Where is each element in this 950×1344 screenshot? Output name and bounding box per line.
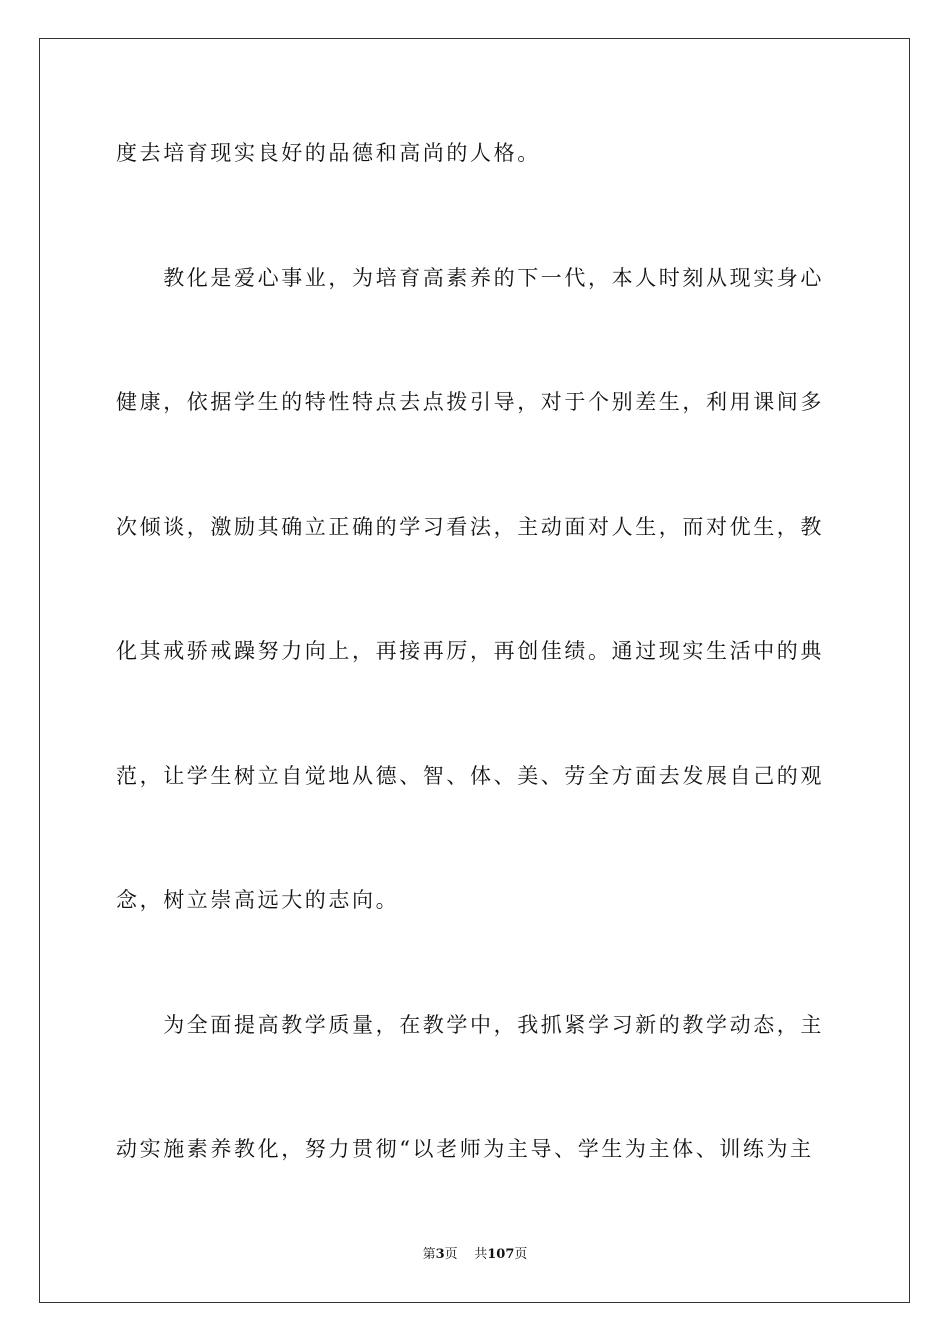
page-footer: [0, 1246, 950, 1264]
total-suffix: 页: [514, 1247, 528, 1262]
paragraph-line: 动实施素养教化，努力贯彻“以老师为主导、学生为主体、训练为主: [116, 1137, 814, 1161]
total-pages: 107: [487, 1247, 515, 1262]
total-prefix: 共: [474, 1247, 488, 1262]
page-number: 3: [435, 1247, 445, 1262]
paragraph-line: 为全面提高教学质量，在教学中，我抓紧学习新的教学动态，主: [116, 1013, 824, 1037]
paragraph-line: 度去培育现实良好的品德和高尚的人格。: [116, 141, 541, 165]
paragraph-line: 念，树立崇高远大的志向。: [116, 888, 400, 912]
paragraph-line: 次倾谈，激励其确立正确的学习看法，主动面对人生，而对优生，教: [116, 515, 824, 539]
page-prefix: 第: [422, 1247, 436, 1262]
page-border: [39, 38, 910, 1303]
paragraph-line: 范，让学生树立自觉地从德、智、体、美、劳全方面去发展自己的观: [116, 764, 824, 788]
page-suffix: 页: [444, 1247, 458, 1262]
paragraph-line: 健康，依据学生的特性特点去点拨引导，对于个别差生，利用课间多: [116, 390, 824, 414]
paragraph-line: 化其戒骄戒躁努力向上，再接再厉，再创佳绩。通过现实生活中的典: [116, 639, 824, 663]
paragraph-line: 教化是爱心事业，为培育高素养的下一代，本人时刻从现实身心: [116, 266, 824, 290]
